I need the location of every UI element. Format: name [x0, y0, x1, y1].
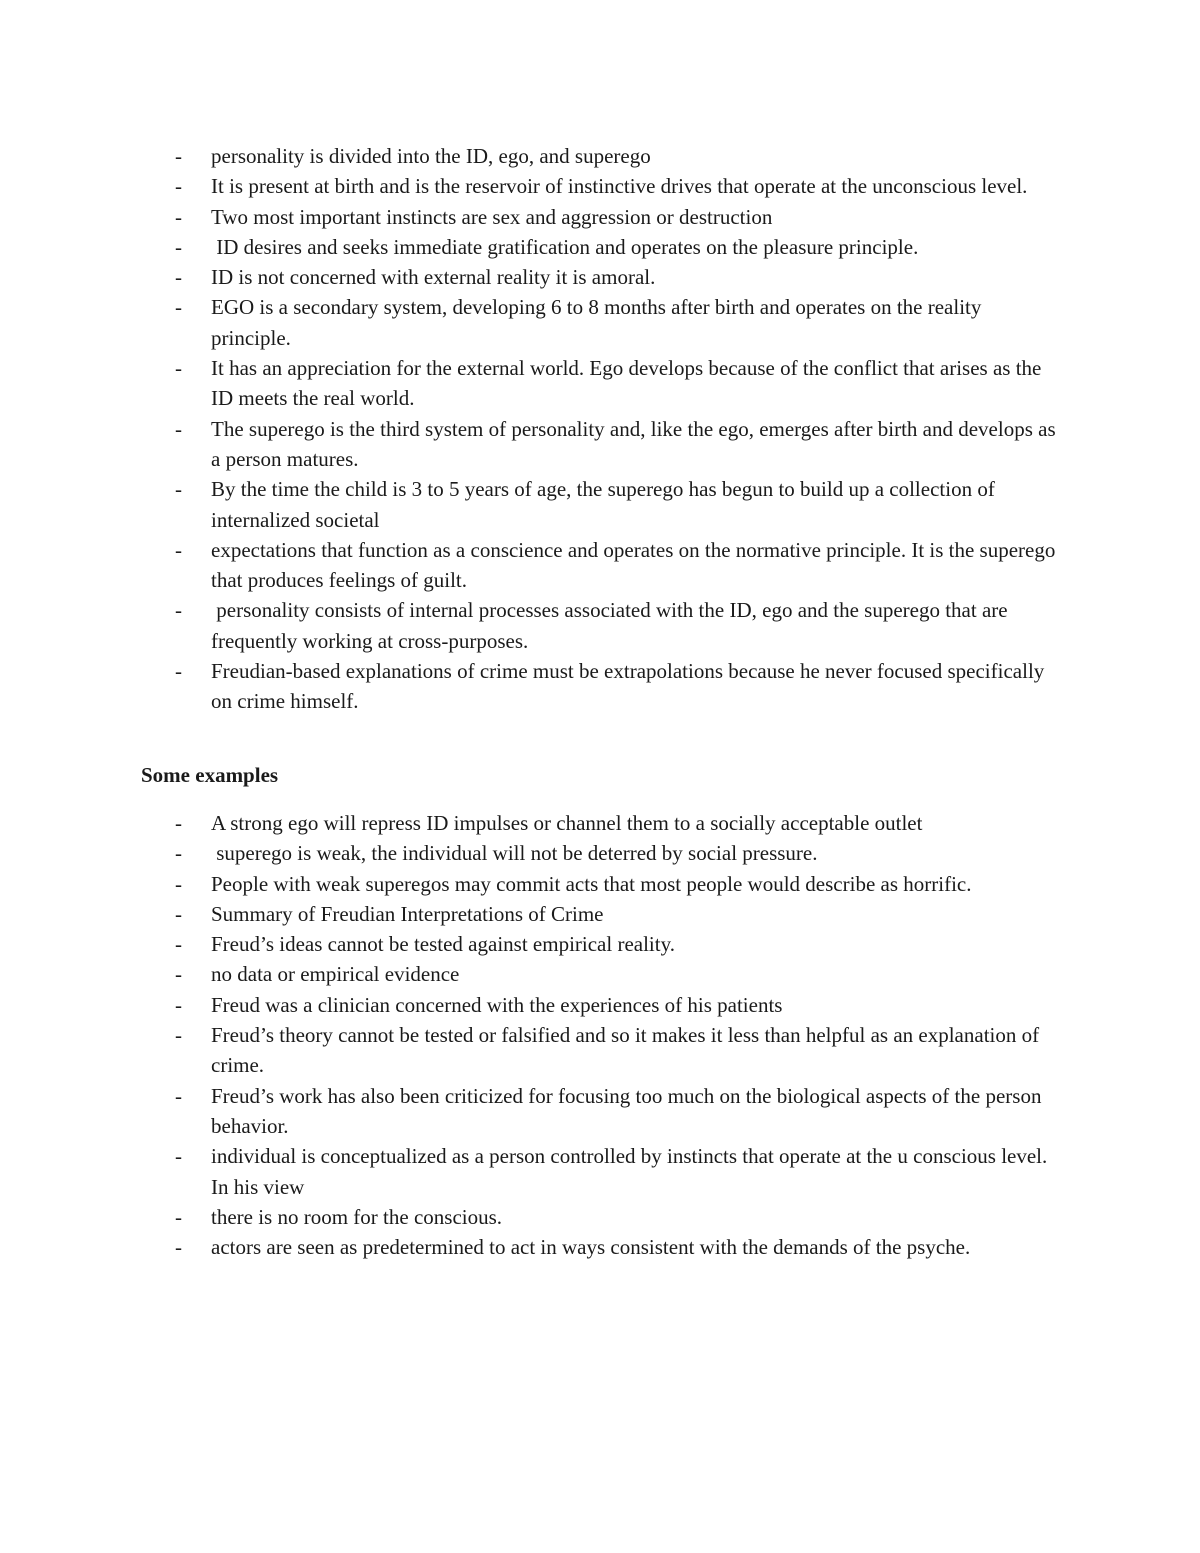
list-item-text: EGO is a secondary system, developing 6 to 8 months after birth and operates on the reality principle.	[211, 295, 982, 350]
dash-marker: -	[175, 901, 182, 926]
list-item	[140, 990, 1060, 1020]
list-item-text: Freud’s theory cannot be tested or falsified and so it makes it less than helpful as an explanation of crime.	[211, 1023, 1040, 1078]
list-item	[140, 595, 1060, 656]
dash-marker: -	[175, 841, 182, 866]
list-item	[140, 535, 1060, 596]
list-item	[140, 474, 1060, 535]
list-item	[140, 171, 1060, 201]
list-item	[140, 869, 1060, 899]
dash-marker: -	[175, 144, 182, 168]
dash-marker: -	[175, 992, 182, 1017]
dash-marker: -	[175, 537, 182, 562]
list-item	[140, 292, 1060, 353]
list-item-text: A strong ego will repress ID impulses or channel them to a socially acceptable outlet	[211, 811, 923, 835]
list-item-text: It has an appreciation for the external world. Ego develops because of the conflict that arises as the ID meets the real world.	[211, 356, 1042, 411]
dash-marker: -	[175, 811, 182, 835]
dash-marker: -	[175, 416, 182, 441]
list-item	[140, 353, 1060, 414]
dash-marker: -	[175, 932, 182, 957]
dash-marker: -	[175, 234, 182, 259]
dash-marker: -	[175, 871, 182, 896]
list-item	[140, 899, 1060, 929]
list-item	[140, 262, 1060, 292]
dash-marker: -	[175, 1083, 182, 1108]
list-item-text: Freud’s ideas cannot be tested against empirical reality.	[211, 932, 675, 957]
list-item-text: ID is not concerned with external reality it is amoral.	[211, 265, 656, 290]
list-item	[140, 414, 1060, 475]
dash-marker: -	[175, 962, 182, 987]
examples-section	[140, 808, 1060, 1262]
dash-marker: -	[175, 295, 182, 320]
list-item	[140, 202, 1060, 232]
list-item-text: personality is divided into the ID, ego, and superego	[211, 144, 651, 168]
list-item-text: Freud was a clinician concerned with the experiences of his patients	[211, 992, 783, 1017]
dash-marker: -	[175, 265, 182, 290]
dash-marker: -	[175, 356, 182, 381]
list-item-text: individual is conceptualized as a person controlled by instincts that operate at the u conscious level. In his view	[211, 1144, 1048, 1199]
list-item-text: Two most important instincts are sex and aggression or destruction	[211, 204, 773, 229]
list-item-text: expectations that function as a conscience and operates on the normative principle. It is the superego that produces feelings of guilt.	[211, 537, 1056, 593]
list-item	[140, 656, 1060, 717]
list-item-text: The superego is the third system of personality and, like the ego, emerges after birth and develops as a person matures.	[211, 416, 1056, 471]
list-item-text: It is present at birth and is the reservoir of instinctive drives that operate at the unconscious level.	[211, 174, 1028, 199]
section-heading: Some examples	[141, 763, 279, 787]
bullet-list	[140, 141, 1060, 717]
list-item	[140, 959, 1060, 989]
list-item	[140, 1232, 1060, 1262]
list-item	[140, 1202, 1060, 1232]
list-item-text: actors are seen as predetermined to act in ways consistent with the demands of the psyche.	[211, 1235, 971, 1260]
list-item-text: no data or empirical evidence	[211, 962, 460, 987]
list-item	[140, 929, 1060, 959]
dash-marker: -	[175, 1235, 182, 1260]
dash-marker: -	[175, 477, 182, 502]
dash-marker: -	[175, 174, 182, 199]
list-item	[140, 1141, 1060, 1202]
list-item-text: personality consists of internal processes associated with the ID, ego and the superego that are frequently working at cross-purposes.	[211, 598, 1013, 653]
list-item-text: there is no room for the conscious.	[211, 1204, 503, 1229]
dash-marker: -	[175, 598, 182, 623]
list-item-text: Freud’s work has also been criticized for focusing too much on the biological aspects of the person behavior.	[211, 1083, 1042, 1138]
list-item-text: People with weak superegos may commit acts that most people would describe as horrific.	[211, 871, 972, 896]
list-item-text: Freudian-based explanations of crime must be extrapolations because he never focused specifically on crime himself.	[211, 659, 1045, 714]
list-item	[140, 232, 1060, 262]
list-item	[140, 838, 1060, 868]
list-item-text: ID desires and seeks immediate gratification and operates on the pleasure principle.	[211, 234, 919, 259]
dash-marker: -	[175, 1023, 182, 1048]
bullet-list	[140, 808, 1060, 1262]
list-item	[140, 1081, 1060, 1142]
dash-marker: -	[175, 1204, 182, 1229]
dash-marker: -	[175, 204, 182, 229]
list-item	[140, 1020, 1060, 1081]
list-item	[140, 808, 1060, 838]
list-item-text: By the time the child is 3 to 5 years of age, the superego has begun to build up a collection of internalized societal	[211, 477, 995, 532]
dash-marker: -	[175, 659, 182, 684]
list-item-text: superego is weak, the individual will not be deterred by social pressure.	[211, 841, 818, 866]
list-item-text: Summary of Freudian Interpretations of Crime	[211, 901, 604, 926]
dash-marker: -	[175, 1144, 182, 1169]
notes-section	[140, 141, 1060, 717]
list-item	[140, 141, 1060, 171]
